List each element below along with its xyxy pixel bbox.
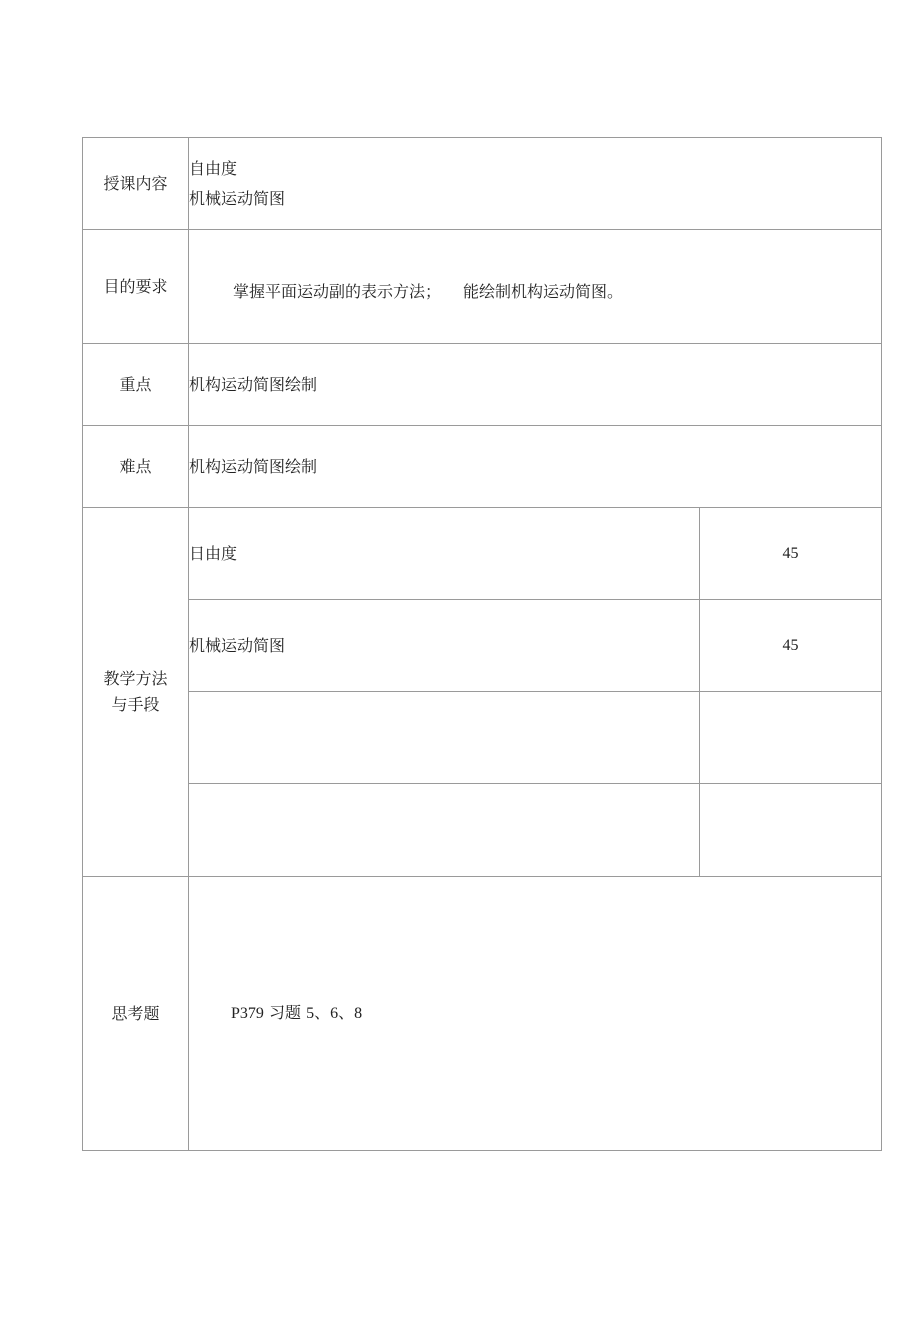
- method-topic-2: 机械运动简图: [189, 600, 700, 692]
- row-method-2: [83, 600, 882, 692]
- content-line-2: 机械运动简图: [189, 188, 286, 208]
- key-point-cell: 机构运动简图绘制: [189, 344, 882, 426]
- method-minutes-1: 45: [700, 508, 882, 600]
- method-topic-3: [189, 692, 700, 784]
- method-minutes-3: [700, 692, 882, 784]
- question-page-ref: P379: [231, 1005, 264, 1023]
- method-topic-1: 日由度: [189, 508, 700, 600]
- label-objectives: 目的要求: [83, 230, 189, 344]
- row-method-4: [83, 784, 882, 877]
- label-teaching-methods: [83, 508, 189, 877]
- methods-label-line-1: 教学方法: [103, 669, 168, 689]
- row-method-1: [83, 508, 882, 600]
- method-minutes-2: 45: [700, 600, 882, 692]
- objective-part-2: 能绘制机构运动简图。: [463, 281, 624, 301]
- objective-part-1: 掌握平面运动副的表示方法；: [233, 281, 442, 301]
- objectives-cell: [189, 230, 882, 344]
- questions-cell: [189, 877, 882, 1151]
- content-line-1: 自由度: [189, 158, 238, 178]
- row-objectives: [83, 230, 882, 344]
- question-numbers: 5、6、8: [306, 1005, 363, 1023]
- label-difficulty: 难点: [83, 426, 189, 508]
- label-key-point: 重点: [83, 344, 189, 426]
- teaching-content-cell: [189, 138, 882, 230]
- method-topic-4: [189, 784, 700, 877]
- difficulty-cell: 机构运动简图绘制: [189, 426, 882, 508]
- label-questions: 思考题: [83, 877, 189, 1151]
- row-difficulty: [83, 426, 882, 508]
- lesson-plan-table: [82, 137, 882, 1151]
- question-word: 习题: [269, 1003, 302, 1023]
- row-questions: [83, 877, 882, 1151]
- row-teaching-content: [83, 138, 882, 230]
- method-minutes-4: [700, 784, 882, 877]
- row-key-point: [83, 344, 882, 426]
- label-teaching-content: 授课内容: [83, 138, 189, 230]
- methods-label-line-2: 与手段: [111, 695, 160, 714]
- row-method-3: [83, 692, 882, 784]
